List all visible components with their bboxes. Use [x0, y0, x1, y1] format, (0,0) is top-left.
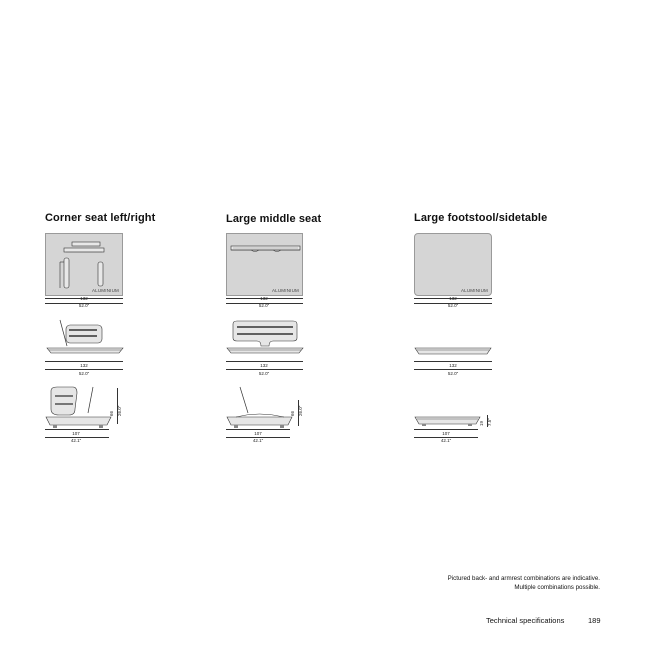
height-in: 26.0": [117, 405, 122, 416]
dimension-line: [45, 429, 109, 430]
dimension-cm: 132: [449, 363, 457, 368]
dimension-cm: 132: [80, 296, 88, 301]
dimension-cm: 132: [449, 296, 457, 301]
dimension-in: 52.0": [78, 303, 90, 308]
note-line-1: Pictured back- and armrest combinations are indicative.: [447, 575, 600, 582]
height-cm: 19: [479, 420, 484, 426]
column-title-large-middle-seat: Large middle seat: [226, 213, 322, 225]
top-view-large-middle-seat: [226, 233, 303, 296]
dimension-in: 52.0": [258, 371, 270, 376]
top-view-large-footstool: [414, 233, 492, 296]
dimension-in: 52.0": [447, 371, 459, 376]
page-number: 189: [588, 616, 601, 625]
height-cm: 66: [290, 410, 295, 416]
front-view-large-footstool: [413, 345, 493, 357]
dimension-cm: 132: [80, 363, 88, 368]
side-view-large-footstool: [414, 414, 484, 428]
dimension-line: [45, 369, 123, 370]
dimension-in: 52.0": [258, 303, 270, 308]
height-in: 26.0": [298, 405, 303, 416]
dimension-cm: 107: [442, 431, 450, 436]
side-view-large-middle-seat: [226, 385, 296, 435]
dimension-cm: 107: [72, 431, 80, 436]
dimension-in: 52.0": [78, 371, 90, 376]
front-view-corner-seat: [45, 318, 125, 358]
dimension-in: 52.0": [447, 303, 459, 308]
dimension-line: [45, 361, 123, 362]
dimension-cm: 132: [260, 363, 268, 368]
front-view-large-middle-seat: [225, 318, 305, 358]
dimension-cm: 132: [260, 296, 268, 301]
side-view-corner-seat: [45, 385, 115, 435]
combination-note: [448, 574, 600, 592]
dimension-in: 42.1": [252, 438, 264, 443]
footer-section-title: Technical specifications: [486, 616, 565, 625]
dimension-line: [226, 429, 290, 430]
dimension-line: [226, 361, 303, 362]
dimension-line: [414, 429, 478, 430]
top-view-corner-seat: [45, 233, 123, 296]
column-title-large-footstool: Large footstool/sidetable: [414, 212, 548, 224]
dimension-line: [414, 369, 492, 370]
height-in: 7.5": [487, 418, 492, 426]
material-label: ALUMINIUM: [460, 288, 488, 293]
dimension-in: 42.1": [440, 438, 452, 443]
column-title-corner-seat: Corner seat left/right: [45, 212, 156, 224]
height-cm: 66: [109, 410, 114, 416]
material-label: ALUMINIUM: [271, 288, 299, 293]
note-line-2: Multiple combinations possible.: [514, 584, 600, 591]
dimension-line: [414, 361, 492, 362]
dimension-cm: 107: [254, 431, 262, 436]
dimension-in: 42.1": [70, 438, 82, 443]
material-label: ALUMINIUM: [91, 288, 119, 293]
dimension-line: [226, 369, 303, 370]
